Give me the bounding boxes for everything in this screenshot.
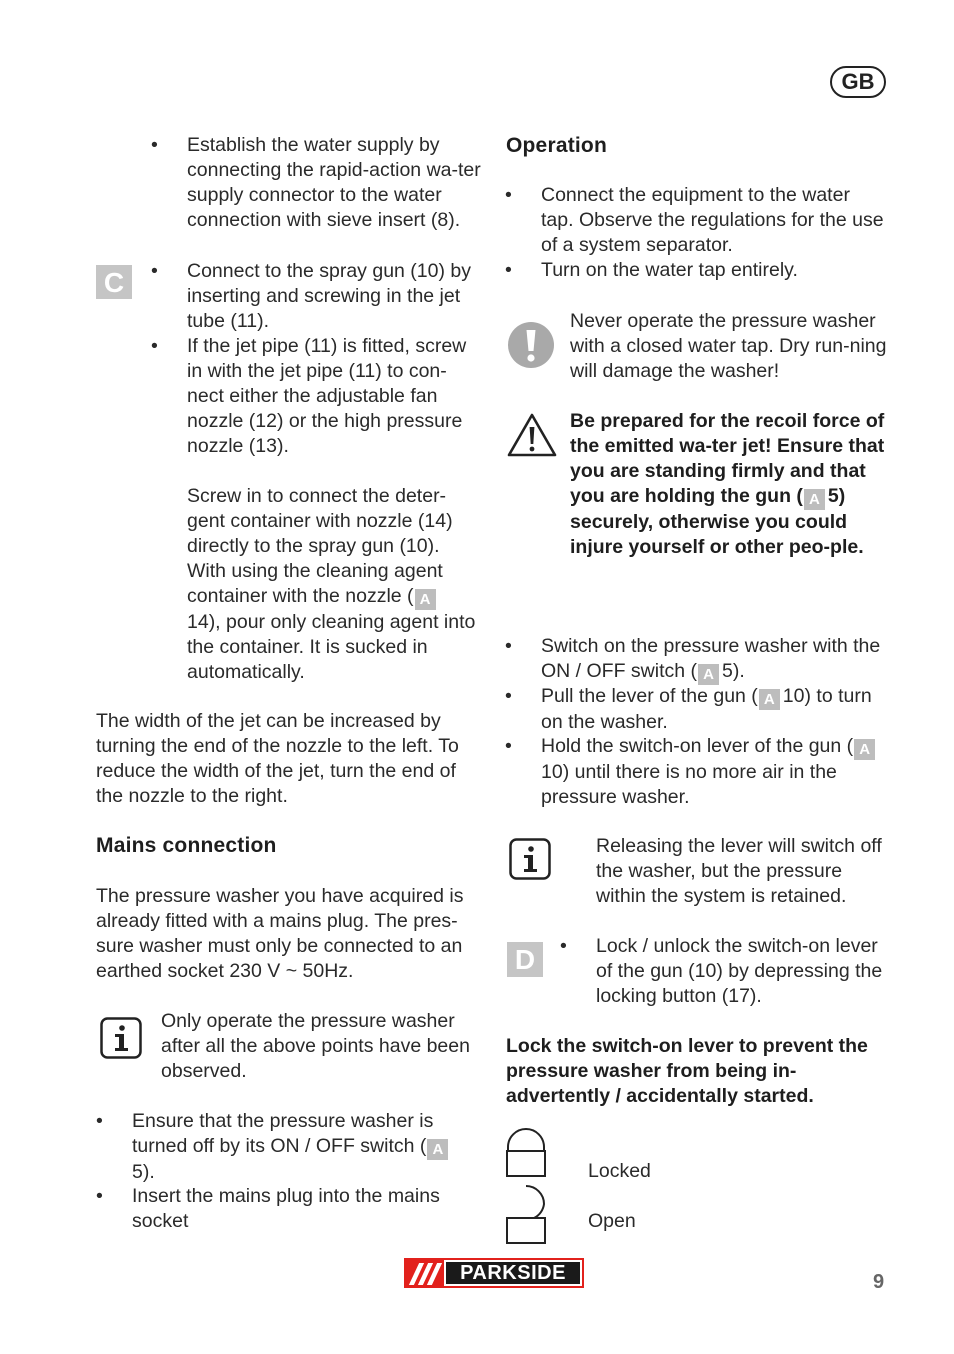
list-item <box>505 684 891 735</box>
bullet-dot: • <box>505 184 512 206</box>
detergent-text <box>187 484 477 685</box>
figure-ref-a: A <box>804 489 825 510</box>
switch-off-text-b: 5). <box>132 1161 155 1183</box>
pull-lever-text <box>541 684 891 735</box>
detergent-text-a: Screw in to connect the deter-gent container with nozzle (14) directly to the spray gun (10). With using the cleaning agent container with the nozzle ( <box>187 485 453 607</box>
bullet-dot: • <box>96 1110 103 1132</box>
figure-ref-a: A <box>415 589 436 610</box>
pull-lever-text-a: Pull the lever of the gun ( <box>541 685 758 707</box>
list-item <box>560 934 896 1009</box>
lock-warning: Lock the switch-on lever to prevent the pressure washer from being in-advertently / accidentally started. <box>506 1035 868 1107</box>
recoil-warning <box>570 409 900 560</box>
spray-gun-text: Connect to the spray gun (10) by inserting and screwing in the jet tube (11). <box>187 260 471 332</box>
switch-off-text <box>132 1109 477 1185</box>
caution-text: Never operate the pressure washer with a closed water tap. Dry run-ning will damage the washer! <box>570 310 887 382</box>
switch-on-text-a: Switch on the pressure washer with the ON / OFF switch ( <box>541 635 881 682</box>
info-icon <box>100 1017 142 1059</box>
bullet-dot: • <box>96 1185 103 1207</box>
bullet-dot: • <box>505 259 512 281</box>
list-item <box>96 1184 462 1234</box>
hold-lever-text <box>541 734 891 810</box>
mains-plug-text: Insert the mains plug into the mains socket <box>132 1185 440 1232</box>
figure-ref-a: A <box>759 689 780 710</box>
bullet-dot: • <box>151 335 158 357</box>
jet-pipe-text: If the jet pipe (11) is fitted, screw in with the jet pipe (11) to con-nect either the adjustable fan nozzle (12) or the high pressure nozzle (13). <box>187 335 467 457</box>
hold-lever-text-a: Hold the switch-on lever of the gun ( <box>541 735 854 757</box>
info-note-text: Only operate the pressure washer after all the above points have been observed. <box>161 1010 470 1082</box>
tap-text: Turn on the water tap entirely. <box>541 259 798 281</box>
supply-text: Establish the water supply by connecting the rapid-action wa-ter supply connector to the water connection with sieve insert (8). <box>187 134 481 231</box>
operation-heading: Operation <box>506 134 607 157</box>
bullet-dot: • <box>505 735 512 757</box>
figure-d-badge: D <box>507 942 543 977</box>
figure-ref-a: A <box>854 739 875 760</box>
list-item <box>505 183 886 258</box>
lock-open-icon <box>504 1180 564 1246</box>
parkside-logo <box>404 1258 584 1288</box>
jet-width-text: The width of the jet can be increased by turning the end of the nozzle to the left. To reduce the width of the jet, turn the end of the nozzle to the right. <box>96 710 459 807</box>
locked-label: Locked <box>588 1160 651 1182</box>
language-badge: GB <box>830 66 886 98</box>
list-item <box>505 258 886 283</box>
list-item <box>505 634 891 685</box>
bullet-dot: • <box>151 260 158 282</box>
logo-slashes <box>406 1260 444 1286</box>
detergent-text-b: 14), pour only cleaning agent into the container. It is sucked in automatically. <box>187 611 476 683</box>
figure-ref-a: A <box>698 664 719 685</box>
recoil-warning-a: Be prepared for the recoil force of the emitted wa-ter jet! Ensure that you are standing firmly and that you are holding the gun ( <box>570 410 885 507</box>
page-number: 9 <box>873 1271 885 1293</box>
connect-text: Connect the equipment to the water tap. Observe the regulations for the use of a system separator. <box>541 184 884 256</box>
figure-c-badge: C <box>96 265 132 299</box>
brand-name: PARKSIDE <box>444 1260 582 1286</box>
lock-closed-icon <box>504 1127 548 1179</box>
switch-on-text-b: 5). <box>722 660 745 682</box>
hold-lever-text-b: 10) until there is no more air in the pressure washer. <box>541 761 837 808</box>
info-icon <box>509 838 551 880</box>
figure-ref-a: A <box>427 1139 448 1160</box>
bullet-dot: • <box>151 134 158 156</box>
warning-triangle-icon <box>506 412 558 458</box>
list-item <box>96 1109 477 1185</box>
exclamation-circle-icon <box>507 321 555 369</box>
lock-bullet-text: Lock / unlock the switch-on lever of the gun (10) by depressing the locking button (17). <box>596 935 883 1007</box>
list-item <box>151 334 482 459</box>
bullet-dot: • <box>505 635 512 657</box>
bullet-dot: • <box>505 685 512 707</box>
list-item <box>505 734 891 810</box>
recoil-warning-b: 5) securely, otherwise you could injure yourself or other peo-ple. <box>570 485 864 558</box>
switch-on-text <box>541 634 891 685</box>
list-item <box>151 133 482 233</box>
pull-lever-text-b: 10) to turn on the washer. <box>541 685 872 733</box>
mains-heading: Mains connection <box>96 834 277 857</box>
bullet-dot: • <box>560 935 567 957</box>
open-label: Open <box>588 1210 636 1232</box>
switch-off-text-a: Ensure that the pressure washer is turned off by its ON / OFF switch ( <box>132 1110 434 1157</box>
mains-text: The pressure washer you have acquired is already fitted with a mains plug. The pres-sure washer must only be connected to an earthed socket 230 V ~ 50Hz. <box>96 885 464 982</box>
info-release-text: Releasing the lever will switch off the washer, but the pressure within the system is retained. <box>596 835 882 907</box>
list-item <box>151 259 482 334</box>
